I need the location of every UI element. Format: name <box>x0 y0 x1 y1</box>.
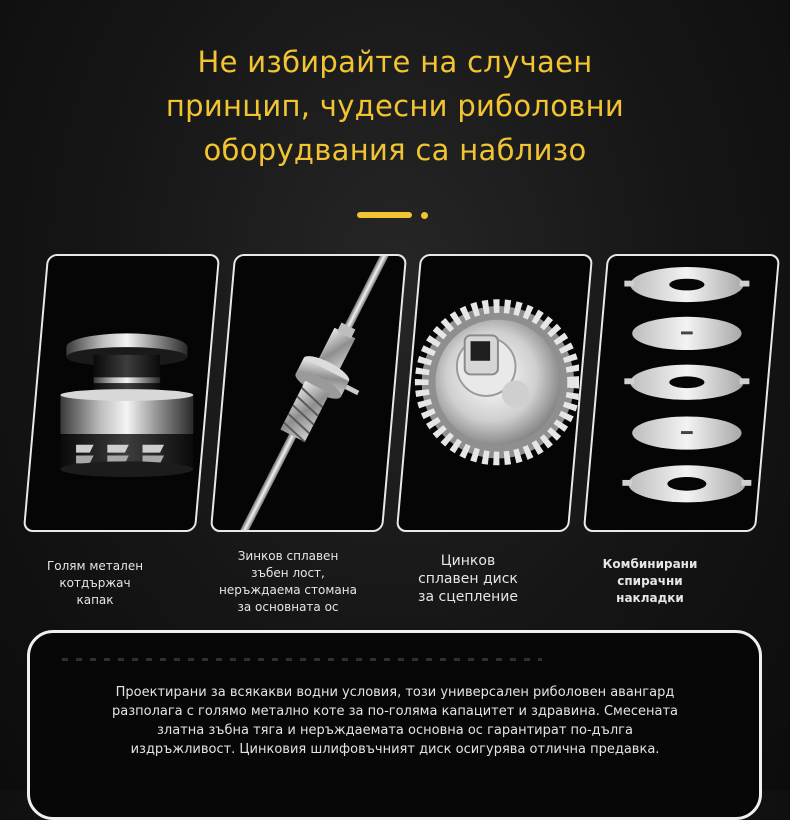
feature-label-shaft <box>198 548 378 616</box>
brake-pads-icon <box>597 256 766 530</box>
feature-label-line: спирачни <box>617 574 683 588</box>
description-line: Проектирани за всякакви водни условия, този универсален риболовен авангард <box>115 685 675 700</box>
feature-card-spool <box>23 254 220 532</box>
feature-label-line: неръждаема стомана <box>219 583 357 597</box>
feature-label-brake-pads <box>560 556 740 607</box>
feature-label-line: за сцепление <box>418 589 518 605</box>
feature-label-line: зъбен лост, <box>251 566 325 580</box>
feature-label-spool <box>5 558 185 609</box>
feature-label-line: Комбинирани <box>602 557 698 571</box>
feature-card-gear-disc <box>396 254 593 532</box>
divider-dot <box>421 212 428 219</box>
headline-line-3: оборудвания са наблизо <box>203 133 587 167</box>
decorative-divider <box>357 211 437 219</box>
gear-disc-icon <box>410 256 579 530</box>
feature-card-shaft <box>210 254 407 532</box>
feature-label-line: за основната ос <box>237 600 339 614</box>
feature-label-line: Зинков сплавен <box>237 549 339 563</box>
headline <box>0 40 790 172</box>
feature-label-line: накладки <box>616 591 684 605</box>
headline-line-2: принцип, чудесни риболовни <box>165 89 625 123</box>
feature-label-line: Цинков <box>440 553 496 569</box>
description-line: златна зъбна тяга и неръждаемата основна ос гарантират по-дълга <box>157 723 633 738</box>
description-line: издръжливост. Цинковия шлифовъчният диск осигурява отлична предавка. <box>130 742 660 757</box>
feature-label-line: капак <box>76 593 114 607</box>
description-line: разполага с голямо метално коте за по-голяма капацитет и здравина. Смесената <box>111 704 679 719</box>
faded-text-artifact <box>62 658 542 661</box>
feature-card-brake-pads <box>583 254 780 532</box>
feature-label-line: сплавен диск <box>418 571 518 587</box>
feature-label-line: котдържач <box>59 576 131 590</box>
spool-icon <box>37 256 206 530</box>
feature-label-line: Голям метален <box>46 559 144 573</box>
feature-label-gear-disc <box>378 552 558 606</box>
headline-line-1: Не избирайте на случаен <box>197 45 593 79</box>
description-text <box>50 683 740 759</box>
shaft-icon <box>224 256 393 530</box>
divider-bar <box>357 212 412 218</box>
